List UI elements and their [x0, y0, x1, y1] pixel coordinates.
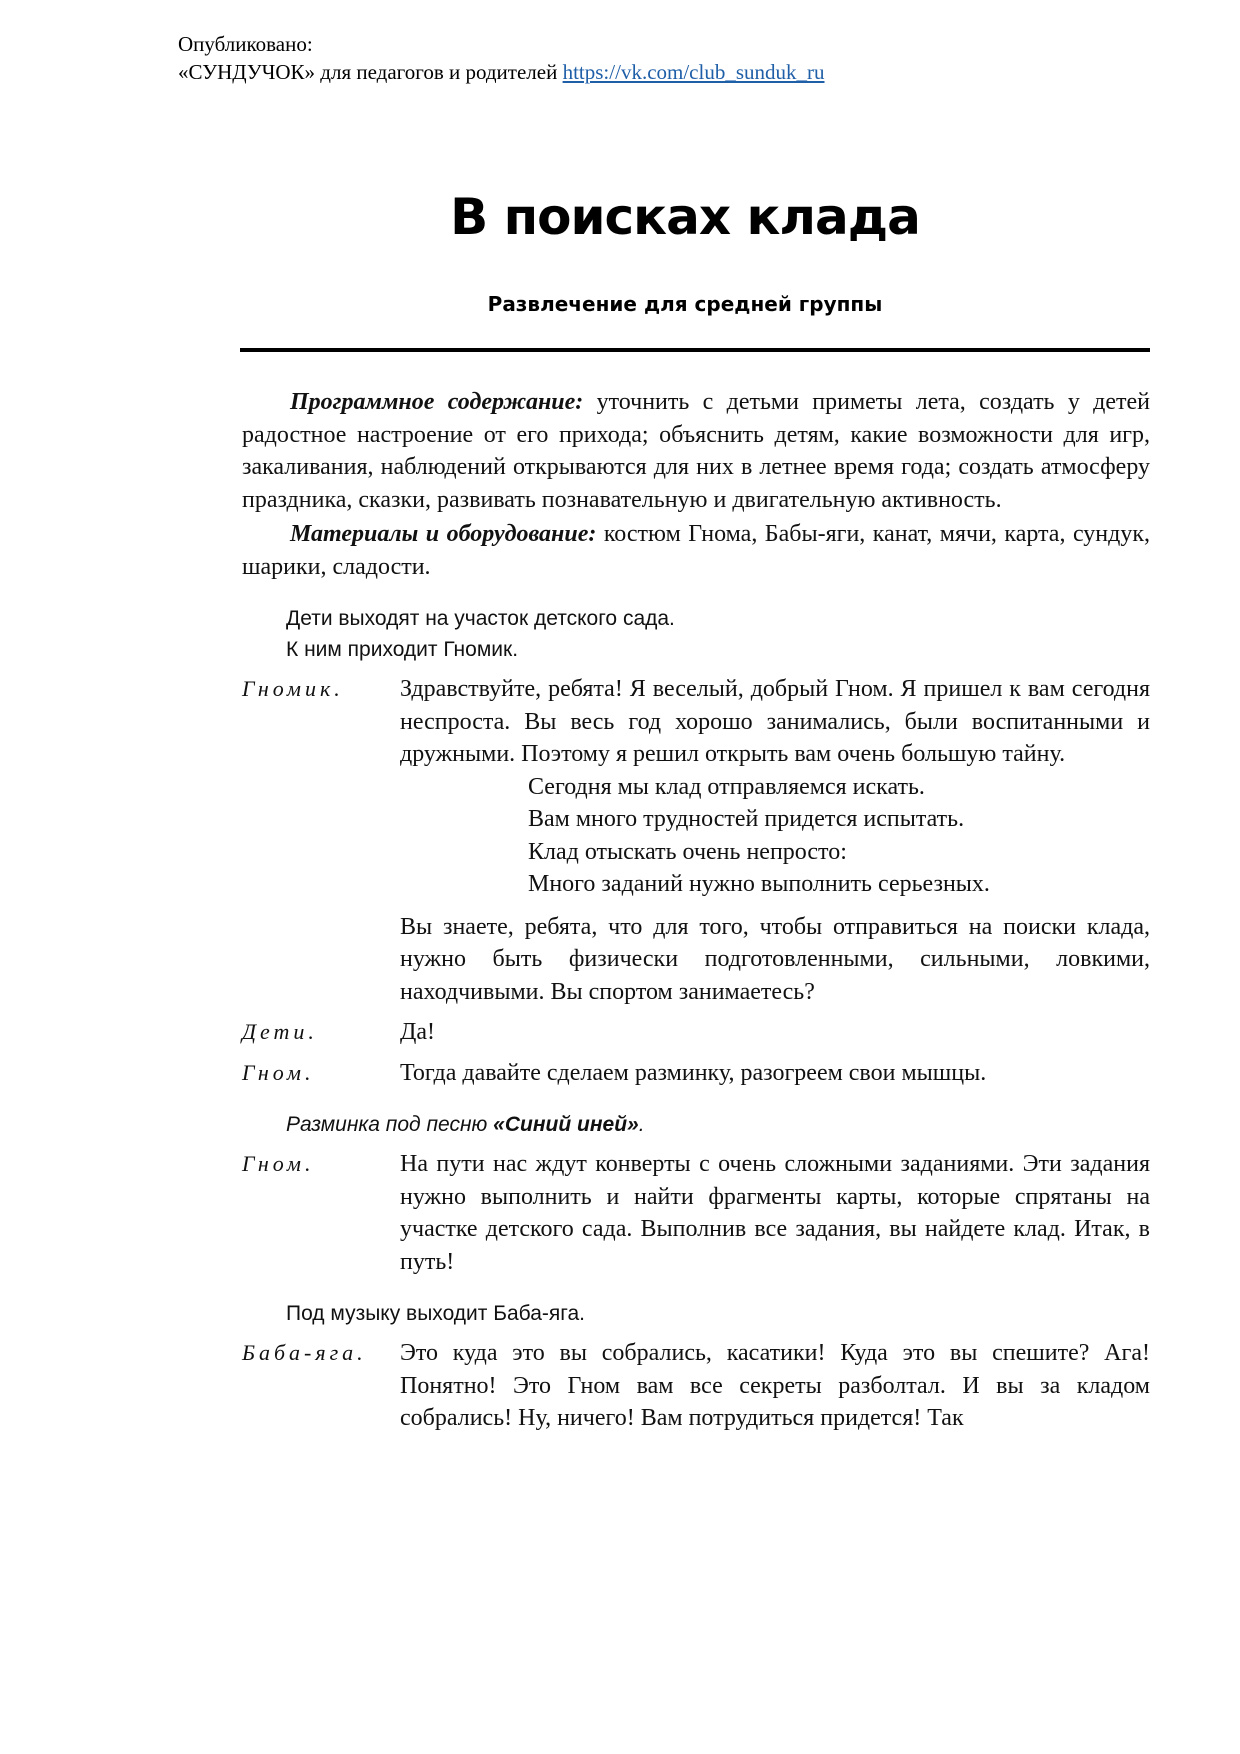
dialogue-line: [242, 1148, 1150, 1278]
dialogue-line: [242, 1016, 1150, 1049]
program-label: Программное содержание:: [290, 389, 584, 415]
publisher-line: [178, 58, 825, 86]
publisher-name: «СУНДУЧОК» для педагогов и родителей: [178, 60, 558, 84]
speech-text: Здравствуйте, ребята! Я веселый, добрый Гном. Я пришел к вам сегодня неспроста. Вы весь год хорошо занимались, были воспитанными и дружными. Поэтому я решил открыть вам очень большую тайну.: [400, 676, 1150, 767]
speech-text: На пути нас ждут конверты с очень сложными заданиями. Эти задания нужно выполнить и найти фрагменты карты, которые спрятаны на участке детского сада. Выполнив все задания, вы найдете клад. Итак, в путь!: [400, 1151, 1150, 1275]
materials-paragraph: [242, 518, 1150, 583]
publication-header: [178, 30, 825, 86]
speaker-name: Гном.: [242, 1059, 315, 1085]
song-title: «Синий иней»: [493, 1113, 639, 1136]
published-label: Опубликовано:: [178, 32, 313, 56]
page-title: В поисках клада: [450, 188, 920, 246]
stage-direction: Дети выходят на участок детского сада.: [286, 607, 675, 630]
speaker-name: Баба-яга.: [242, 1340, 367, 1365]
speaker-name: Дети.: [242, 1019, 318, 1044]
dialogue-line: [242, 911, 1150, 1009]
document-body: [242, 386, 1150, 1435]
speech-text: Это куда это вы собрались, касатики! Куда это вы спешите? Ага! Понятно! Это Гном вам все секреты разболтал. И вы за кладом собрались! Ну, ничего! Вам потрудиться придется! Так: [400, 1340, 1150, 1431]
dialogue-line: [242, 1337, 1150, 1435]
materials-text: костюм Гнома, Бабы-яги, канат, мячи, карта, сундук, шарики, сладости.: [242, 521, 1150, 580]
verse-line: Вам много трудностей придется испытать.: [528, 806, 965, 832]
dialogue-line: [242, 673, 1150, 771]
program-text: уточнить с детьми приметы лета, создать у детей радостное настроение от его прихода; объяснить детям, какие возможности для игр, закаливания, наблюдений открываются для них в летнее время года; создать атмосферу праздника, сказки, развивать познавательную и двигательную активность.: [242, 389, 1150, 513]
speaker-name: Гном.: [242, 1151, 315, 1176]
title-divider: [240, 348, 1150, 352]
verse-line: Сегодня мы клад отправляемся искать.: [528, 773, 925, 800]
stage-direction: Разминка под песню «Синий иней».: [286, 1113, 645, 1136]
verse-line: Много заданий нужно выполнить серьезных.: [528, 871, 990, 897]
speech-text: Тогда давайте сделаем разминку, разогреем свои мышцы.: [400, 1059, 987, 1086]
vk-link[interactable]: https://vk.com/club_sunduk_ru: [562, 60, 825, 84]
program-paragraph: [242, 386, 1150, 516]
materials-label: Материалы и оборудование:: [290, 521, 597, 547]
speech-text: Да!: [400, 1019, 436, 1045]
stage-direction: Под музыку выходит Баба-яга.: [286, 1302, 585, 1325]
stage-direction: К ним приходит Гномик.: [286, 638, 519, 661]
speech-text: Вы знаете, ребята, что для того, чтобы отправиться на поиски клада, нужно быть физически подготовленными, сильными, ловкими, находчивыми. Вы спортом занимаетесь?: [400, 913, 1150, 1005]
dialogue-line: [242, 1057, 1150, 1090]
speaker-name: Гномик.: [242, 676, 344, 701]
verse-block: [242, 771, 1150, 901]
verse-line: Клад отыскать очень непросто:: [528, 838, 847, 865]
page-subtitle: Развлечение для средней группы: [487, 292, 883, 316]
